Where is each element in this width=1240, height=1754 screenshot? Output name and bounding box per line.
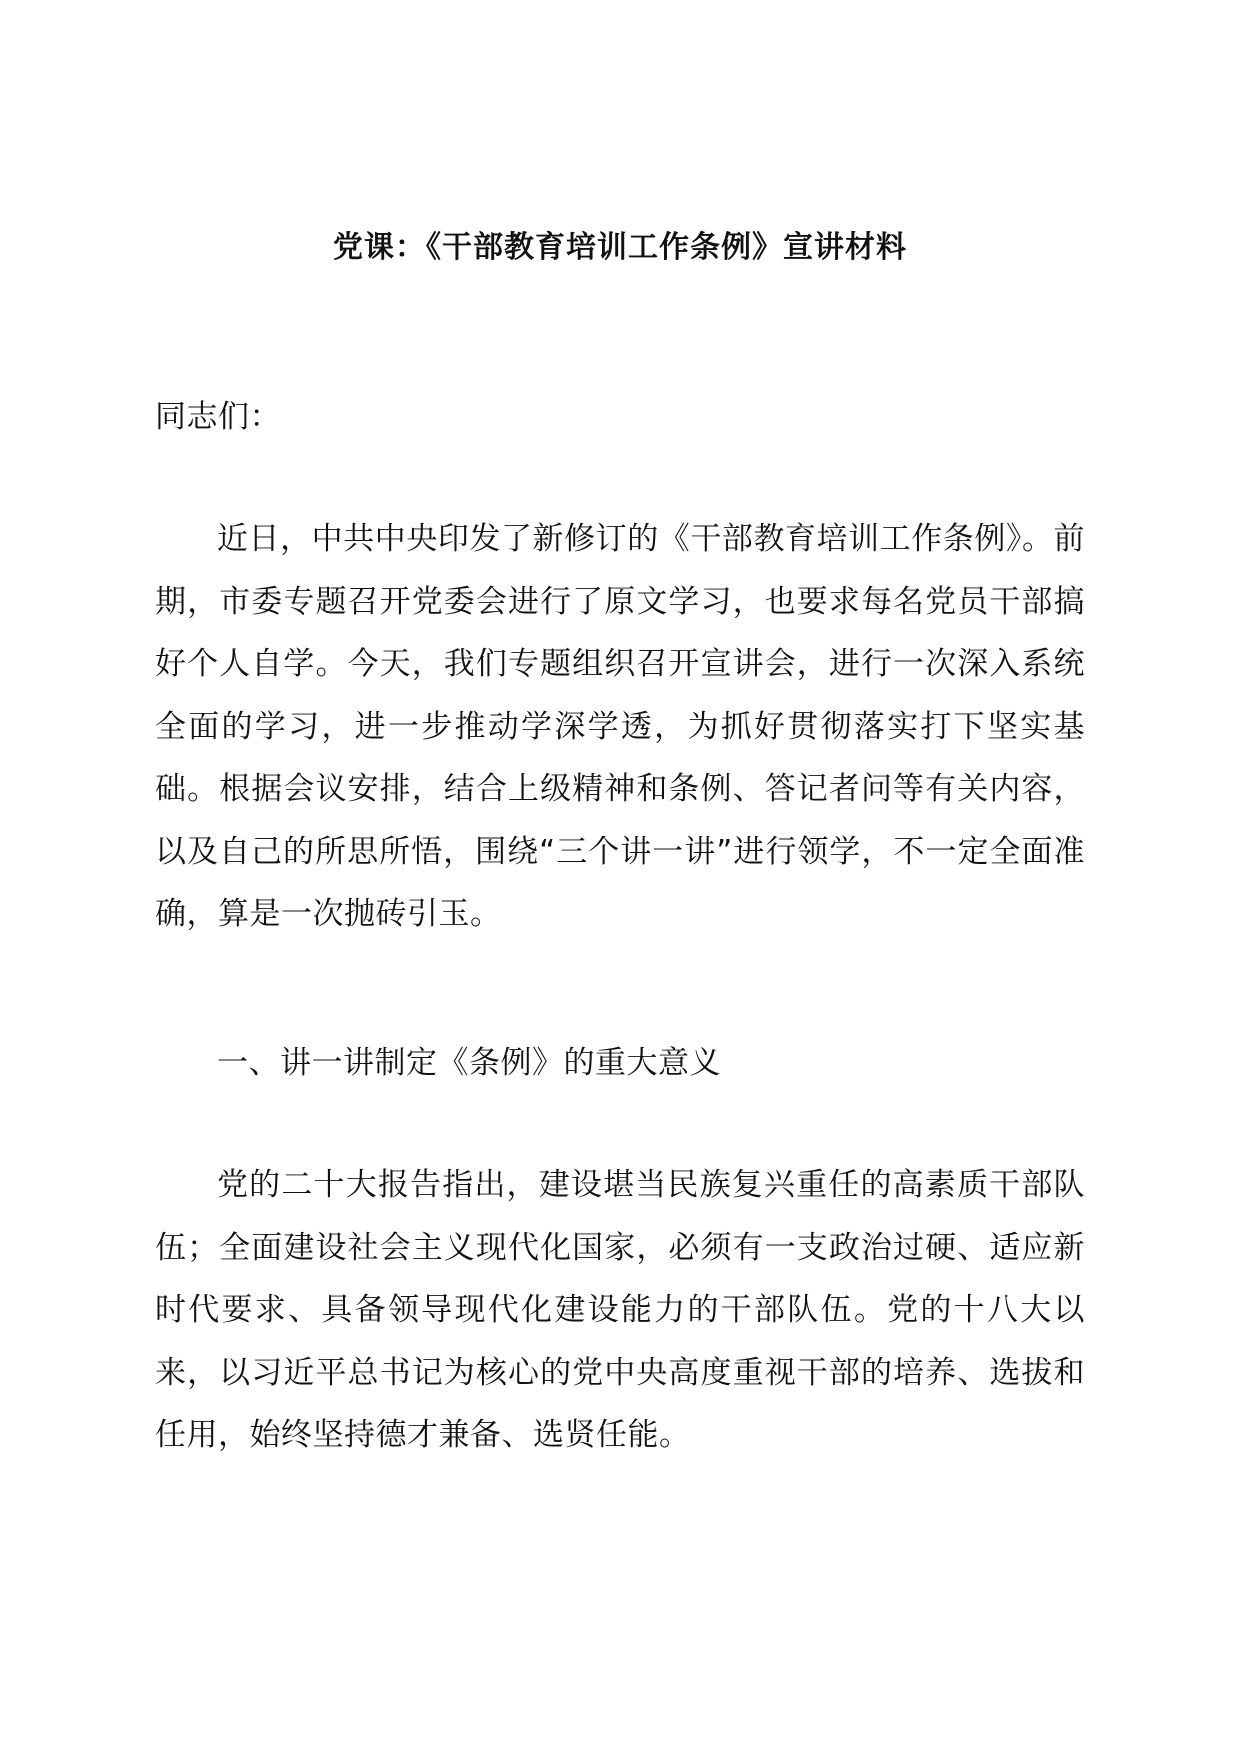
section-heading: 一、讲一讲制定《条例》的重大意义 xyxy=(217,1045,721,1081)
document-title: 党课：《干部教育培训工作条例》宣讲材料 xyxy=(333,230,907,265)
salutation: 同志们： xyxy=(155,399,281,435)
intro-paragraph: 近日，中共中央印发了新修订的《干部教育培训工作条例》。前期，市委专题召开党委会进行了原文学习，也要求每名党员干部搞好个人自学。今天，我们专题组织召开宣讲会，进行一次深入系统全面的学习，进一步推动学深学透，为抓好贯彻落实打下坚实基础。根据会议安排，结合上级精神和条例、答记者问等有关内容，以及自己的所思所悟，围绕“三个讲一讲”进行领学，不一定全面准确，算是一次抛砖引玉。 xyxy=(155,521,1085,932)
body-paragraph: 党的二十大报告指出，建设堪当民族复兴重任的高素质干部队伍；全面建设社会主义现代化国家，必须有一支政治过硬、适应新时代要求、具备领导现代化建设能力的干部队伍。党的十八大以来，以习近平总书记为核心的党中央高度重视干部的培养、选拔和任用，始终坚持德才兼备、选贤任能。 xyxy=(155,1167,1085,1453)
